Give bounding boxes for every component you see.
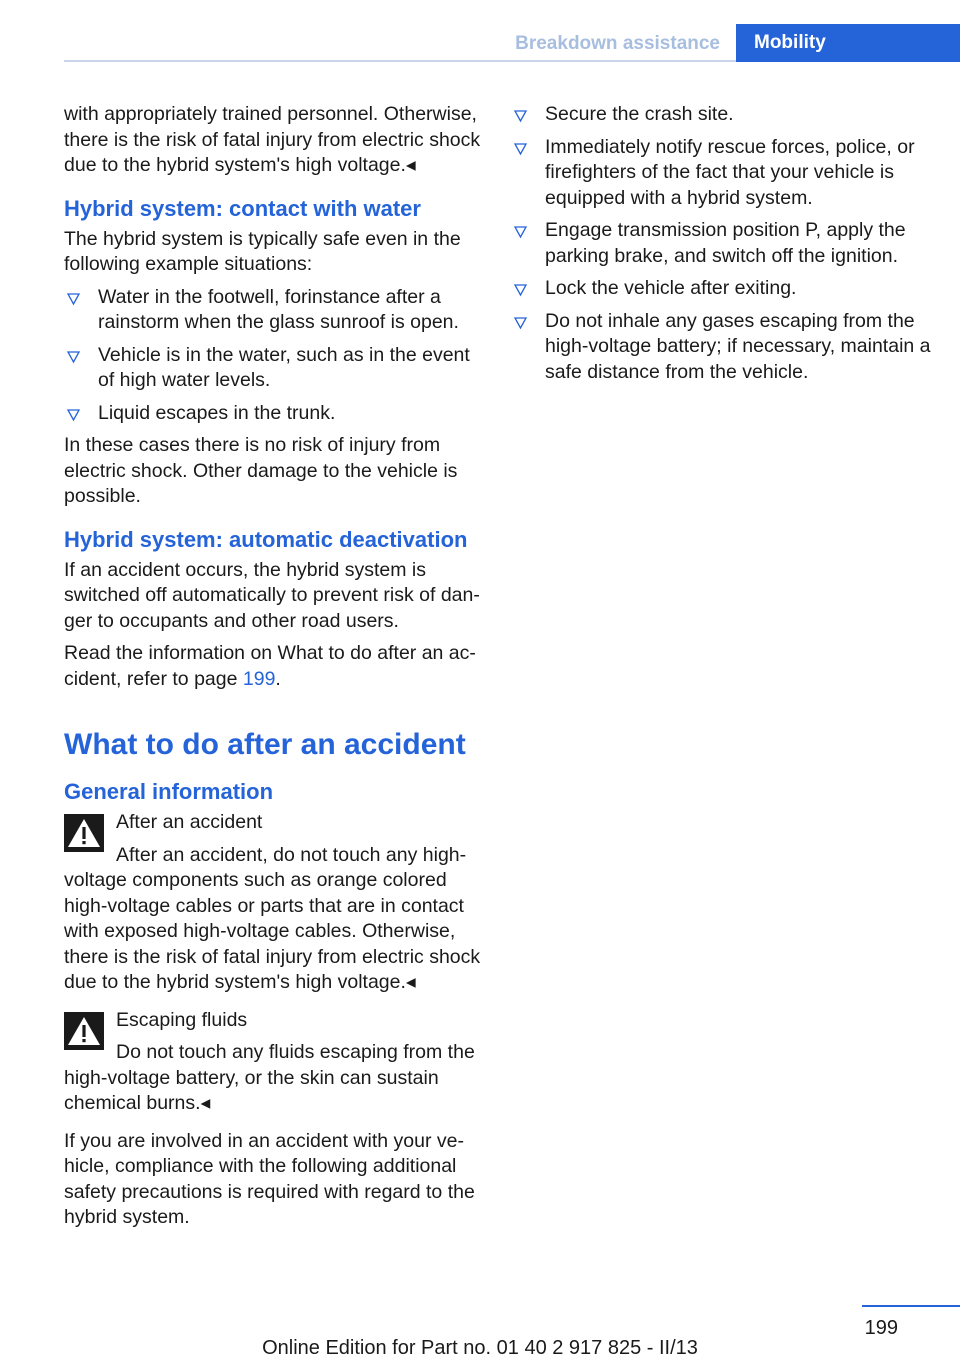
list-item (511, 102, 931, 128)
general-information-heading: General information (64, 779, 274, 804)
page-number-rule (862, 1305, 960, 1307)
warning-triangle-icon (64, 1012, 104, 1050)
list-item (64, 343, 482, 394)
warning-body: Do not touch any fluids escaping from the high-voltage battery, or the skin can sustain chemical burns.◂ (64, 1041, 475, 1114)
bullet-triangle-icon (511, 102, 531, 128)
list-item-text: Vehicle is in the water, such as in the event of high water levels. (98, 343, 470, 391)
bullet-triangle-icon (64, 343, 84, 369)
warning-body: After an accident, do not touch any high-voltage components such as orange colored high-voltage cables or parts that are in contact with exposed high-voltage cables. Otherwise, there is the risk of fatal injury from electric shock due to the hybrid system's high voltage.◂ (64, 843, 481, 993)
accident-heading: What to do after an accident (64, 728, 466, 761)
bullet-triangle-icon (511, 309, 531, 335)
deactivation-reference (64, 641, 482, 692)
closing-paragraph: If you are involved in an accident with your vehicle, compliance with the following additional safety precautions is required with regard to the hybrid system. (64, 1129, 475, 1228)
list-item-text: Liquid escapes in the trunk. (98, 401, 336, 424)
header-chapter-tab: Mobility (736, 24, 960, 62)
bullet-triangle-icon (511, 276, 531, 302)
list-item-text: Secure the crash site. (545, 103, 734, 125)
warning-escaping-fluids (64, 1008, 482, 1117)
deactivation-text: If an accident occurs, the hybrid system is switched off automatically to prevent risk of danger to occupants and other road users. (64, 558, 480, 632)
left-column (64, 102, 482, 1238)
page-number: 199 (864, 1317, 898, 1339)
list-item-text: Water in the footwell, forinstance after a rainstorm when the glass sunroof is open. (98, 285, 459, 333)
warning-after-accident (64, 810, 482, 996)
intro-paragraph: with appropriately trained personnel. Otherwise, there is the risk of fatal injury from electric shock due to the hybrid system's high voltage.◂ (64, 103, 481, 176)
precautions-list (511, 102, 931, 385)
list-item-text: Engage transmission position P, apply the parking brake, and switch off the ignition. (545, 219, 906, 267)
header-section-title: Breakdown assistance (515, 33, 720, 54)
bullet-triangle-icon (511, 135, 531, 161)
water-heading: Hybrid system: contact with water (64, 195, 421, 221)
bullet-triangle-icon (64, 285, 84, 311)
list-item (64, 401, 482, 427)
edition-footer: Online Edition for Part no. 01 40 2 917 825 - II/13 (262, 1337, 698, 1359)
list-item (511, 309, 931, 386)
list-item-text: Do not inhale any gases escaping from the high-voltage battery; if necessary, maintain a safe distance from the vehicle. (545, 309, 931, 383)
warning-title: Escaping fluids (116, 1008, 248, 1031)
reference-suffix: . (275, 667, 281, 690)
list-item (511, 218, 931, 269)
list-item-text: Immediately notify rescue forces, police, or firefighters of the fact that your vehicle is equipped with a hybrid system. (545, 135, 915, 209)
list-item-text: Lock the vehicle after exiting. (545, 277, 797, 299)
reference-prefix: Read the information on What to do after an accident, refer to page (64, 642, 476, 690)
warning-title: After an accident (116, 811, 263, 833)
bullet-triangle-icon (511, 218, 531, 244)
bullet-triangle-icon (64, 401, 84, 427)
water-after-text: In these cases there is no risk of injury from electric shock. Other damage to the vehicle is possible. (64, 434, 458, 507)
water-list (64, 285, 482, 427)
right-column (511, 102, 931, 392)
list-item (511, 135, 931, 212)
page-reference-link[interactable]: 199 (242, 667, 276, 690)
warning-triangle-icon (64, 814, 104, 852)
list-item (64, 285, 482, 336)
deactivation-heading: Hybrid system: automatic deactivation (64, 526, 468, 552)
list-item (511, 276, 931, 302)
water-text: The hybrid system is typically safe even in the following example situations: (64, 227, 461, 275)
